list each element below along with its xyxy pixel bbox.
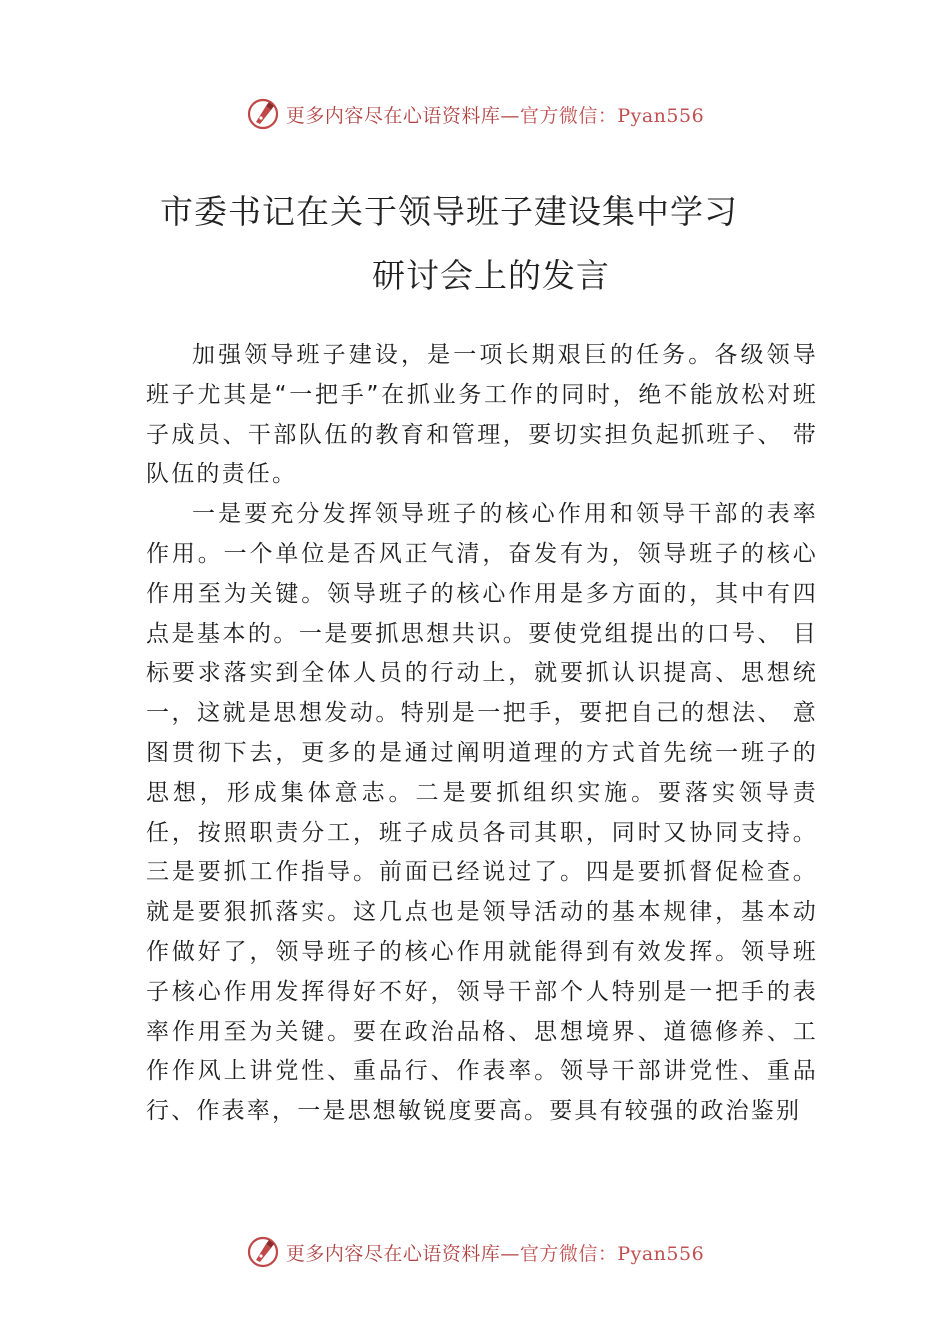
footer-banner: [0, 1232, 950, 1272]
footer-banner-suffix: 官方微信：Pyan556: [519, 1242, 705, 1265]
footer-banner-separator: —: [500, 1242, 520, 1265]
paragraph: 加强领导班子建设，是一项长期艰巨的任务。各级领导班子尤其是“一把手”在抓业务工作的同时，绝不能放松对班子成员、干部队伍的教育和管理，要切实担负起抓班子、 带队伍的责任。: [146, 342, 818, 488]
document-title-line2: 研讨会上的发言: [372, 256, 610, 295]
pen-nib-logo-icon: [246, 1235, 280, 1269]
document-body: [146, 336, 818, 1132]
pen-nib-logo-icon: [246, 97, 280, 131]
header-banner-main: 更多内容尽在心语资料库: [285, 104, 501, 127]
header-banner-text: [286, 101, 704, 128]
footer-banner-text: [286, 1239, 704, 1266]
paragraph: 一是要充分发挥领导班子的核心作用和领导干部的表率作用。一个单位是否风正气清，奋发有为，领导班子的核心作用至为关键。领导班子的核心作用是多方面的，其中有四点是基本的。一是要抓思想共识。要使党组提出的口号、 目标要求落实到全体人员的行动上，就要抓认识提高、思想统一，这就是思想发动。特别是一把手，要把自己的想法、 意图贯彻下去，更多的是通过阐明道理的方式首先统一班子的思想，形成集体意志。二是要抓组织实施。要落实领导责任，按照职责分工，班子成员各司其职，同时又协同支持。 三是要抓工作指导。前面已经说过了。四是要抓督促检查。 就是要狠抓落实。这几点也是领导活动的基本规律，基本动作做好了，领导班子的核心作用就能得到有效发挥。领导班子核心作用发挥得好不好，领导干部个人特别是一把手的表率作用至为关键。要在政治品格、思想境界、道德修养、工作作风上讲党性、重品行、作表率。领导干部讲党性、重品行、作表率，一是思想敏锐度要高。要具有较强的政治鉴别: [146, 501, 818, 1125]
footer-banner-main: 更多内容尽在心语资料库: [285, 1242, 501, 1265]
document-title-line1: 市委书记在关于领导班子建设集中学习: [160, 192, 738, 231]
header-banner-suffix: 官方微信：Pyan556: [519, 104, 705, 127]
header-banner: [0, 94, 950, 134]
header-banner-separator: —: [500, 104, 520, 127]
